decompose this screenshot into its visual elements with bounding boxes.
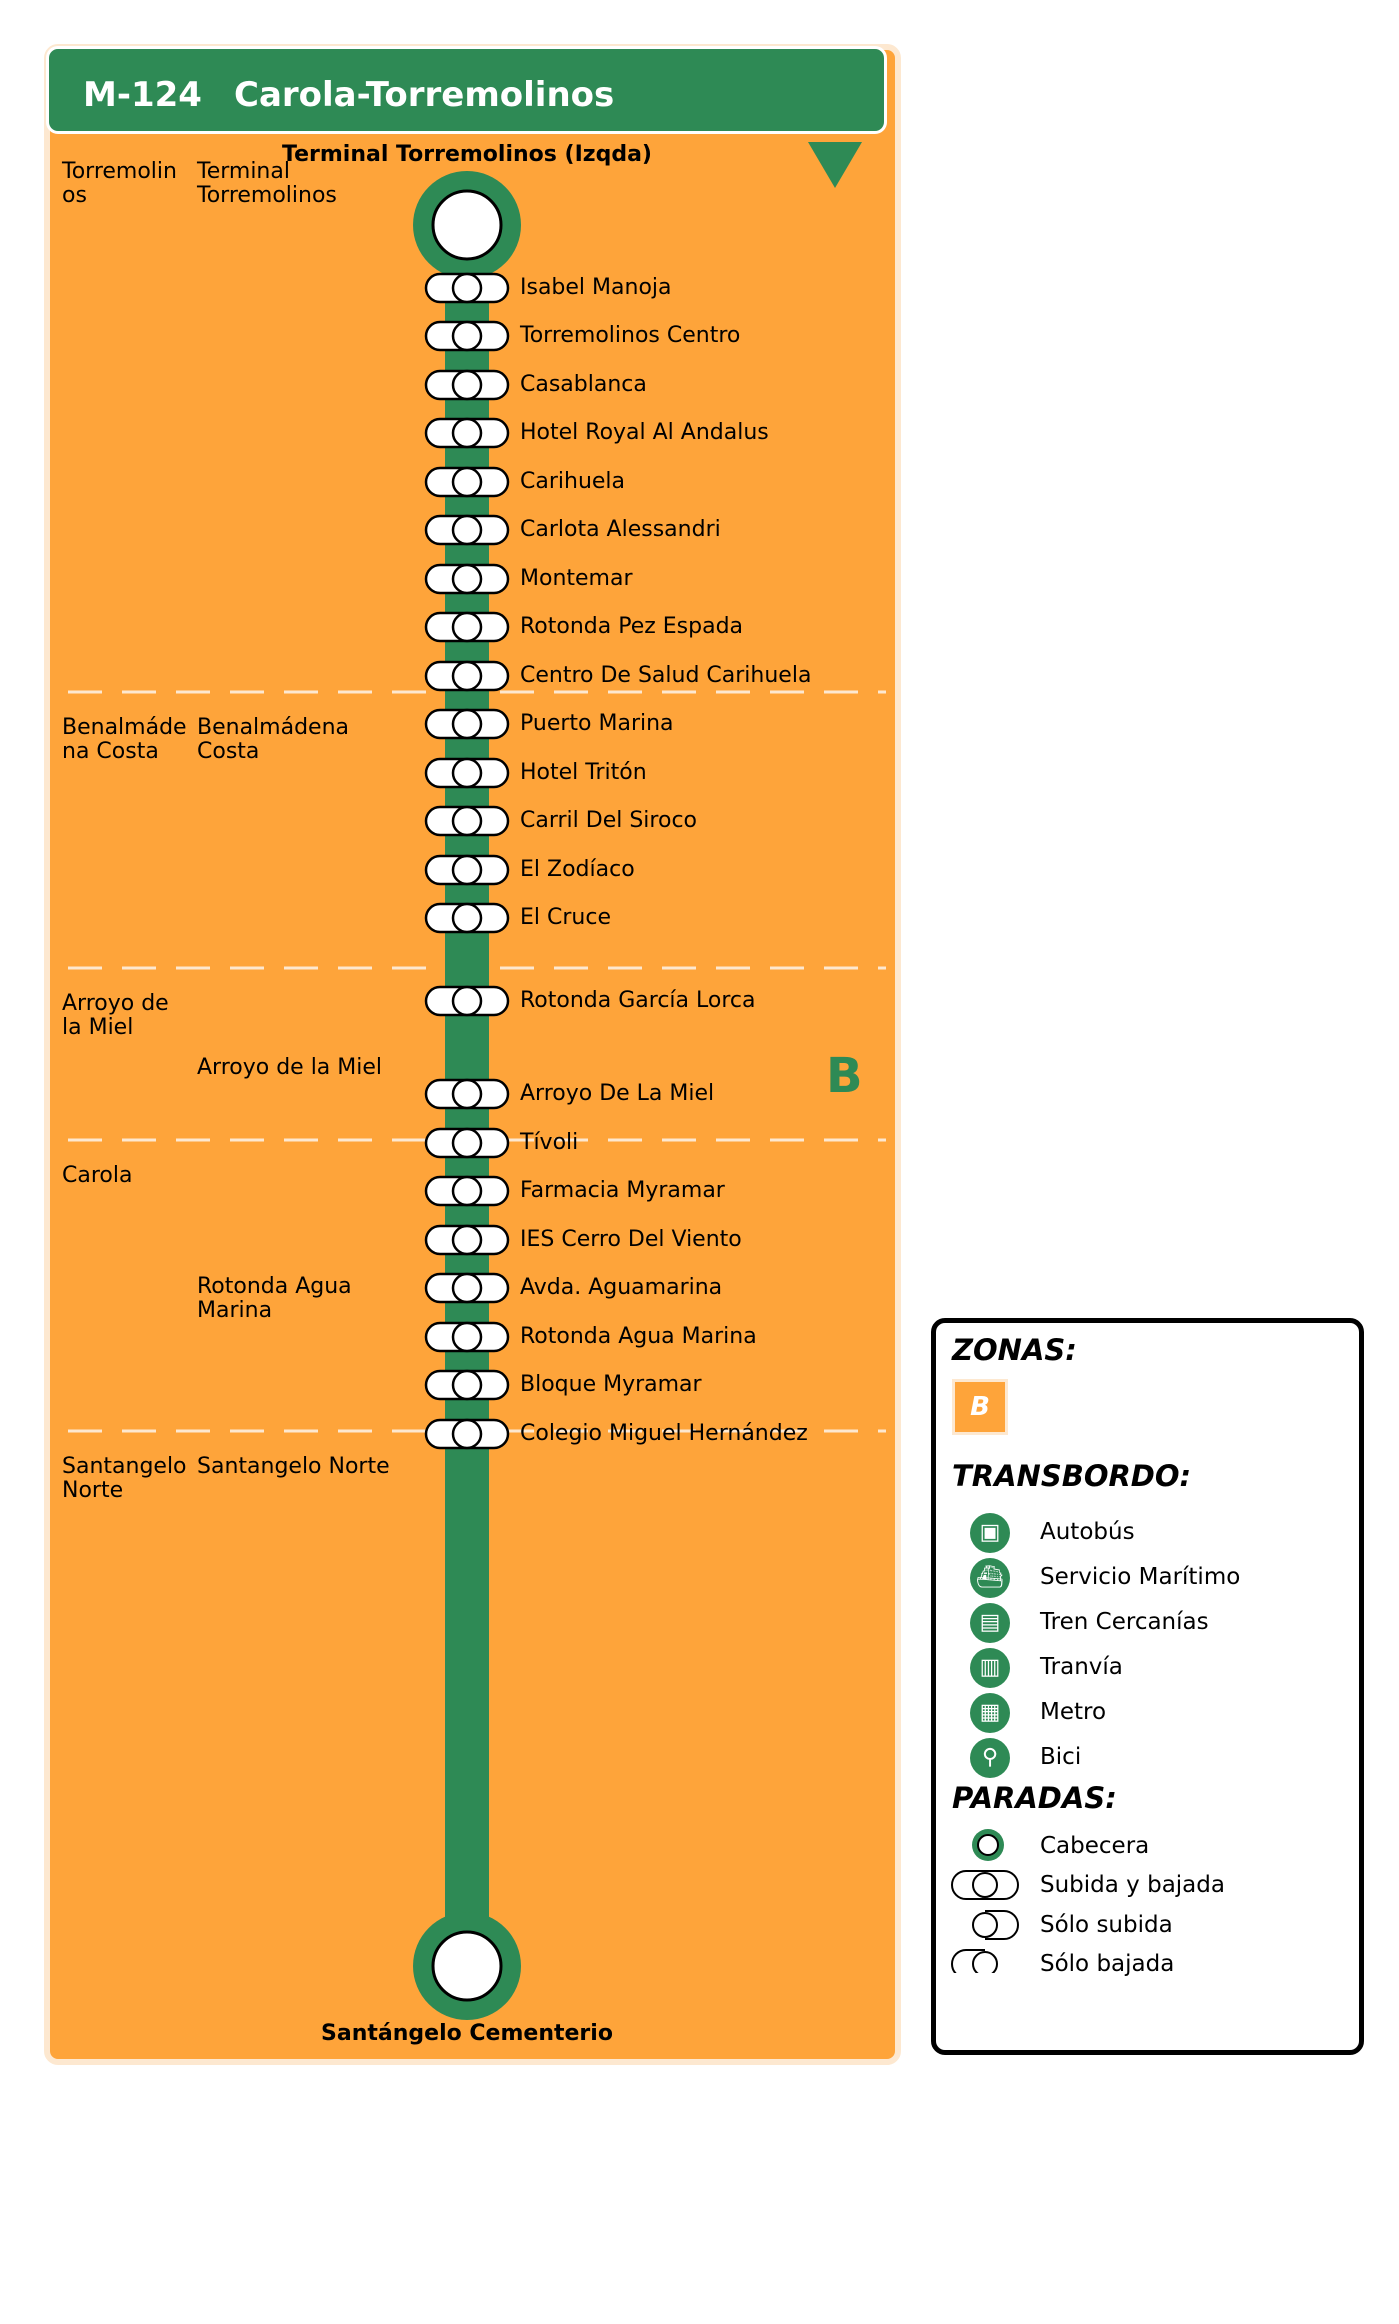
direction-arrow-icon [808,142,862,188]
stop-marker [426,516,508,544]
stop-name: El Zodíaco [520,857,635,882]
stop-marker [426,987,508,1015]
stop-name: Montemar [520,566,633,591]
terminal-end-name: Santángelo Cementerio [321,2021,613,2046]
legend-parada-label: Sólo bajada [1040,1951,1175,1977]
legend-transbordo-label: Bici [1040,1744,1082,1770]
legend-paradas-title: PARADAS: [952,1781,1117,1815]
tram-icon: ▥ [970,1648,1010,1688]
stop-name: Arroyo De La Miel [520,1081,715,1106]
nucleo-label: Rotonda Agua Marina [197,1274,352,1323]
stop-marker [426,371,508,399]
stop-name: Carihuela [520,469,626,494]
subida-bajada-symbol-icon [952,1871,1018,1899]
stop-name: Tívoli [520,1130,579,1155]
stop-marker [426,1226,508,1254]
stop-name: Farmacia Myramar [520,1178,725,1203]
stop-marker [426,807,508,835]
nucleo-label: Arroyo de la Miel [197,1055,383,1080]
stop-marker [426,274,508,302]
stop-marker [426,856,508,884]
line-name: Carola-Torremolinos [234,75,615,115]
terminal-start-name: Terminal Torremolinos (Izqda) [282,142,652,167]
stop-marker [426,613,508,641]
stop-name: Hotel Tritón [520,760,647,785]
stop-marker [426,419,508,447]
stop-name: Rotonda Agua Marina [520,1324,757,1349]
stop-marker [426,565,508,593]
stop-name: Carril Del Siroco [520,808,697,833]
legend-transbordo-title: TRANSBORDO: [952,1459,1192,1493]
stop-name: Rotonda Pez Espada [520,614,744,639]
stop-marker [426,1274,508,1302]
stop-marker [426,1371,508,1399]
stop-marker [426,759,508,787]
municipio-label: Carola [62,1163,133,1188]
legend-parada-label: Cabecera [1040,1833,1150,1859]
legend-stop-symbols [936,1823,1036,1973]
stop-marker [426,662,508,690]
legend-transbordo-label: Tren Cercanías [1040,1609,1209,1635]
terminal-start-marker [413,171,521,279]
nucleo-label: Santangelo Norte [197,1454,390,1479]
stop-name: Puerto Marina [520,711,674,736]
legend-zone-swatch: B [952,1379,1008,1435]
metro-icon: ▦ [970,1693,1010,1733]
stop-name: Isabel Manoja [520,275,672,300]
stop-marker [426,1129,508,1157]
stop-name: Casablanca [520,372,647,397]
stop-marker [426,1420,508,1448]
zone-letter: B [826,1048,863,1104]
stop-name: Carlota Alessandri [520,517,721,542]
nucleo-label: Benalmádena Costa [197,715,350,764]
bus-icon: ▣ [970,1513,1010,1553]
legend-zonas-title: ZONAS: [952,1333,1077,1367]
stop-name: Colegio Miguel Hernández [520,1421,808,1446]
municipio-label: Torremolin os [62,159,177,208]
train-icon: ▤ [970,1603,1010,1643]
stop-name: Bloque Myramar [520,1372,702,1397]
solo-bajada-symbol-icon [952,1950,997,1973]
cabecera-symbol-icon [972,1829,1004,1861]
nucleo-label: Terminal Torremolinos [197,159,337,208]
stop-name: Avda. Aguamarina [520,1275,723,1300]
legend-transbordo-label: Tranvía [1040,1654,1123,1680]
municipio-label: Arroyo de la Miel [62,991,169,1040]
stop-name: Centro De Salud Carihuela [520,663,812,688]
legend-parada-label: Subida y bajada [1040,1872,1225,1898]
legend-transbordo-label: Autobús [1040,1519,1135,1545]
stop-name: Hotel Royal Al Andalus [520,420,769,445]
bike-icon: ⚲ [970,1738,1010,1778]
stop-name: El Cruce [520,905,611,930]
ship-icon: ⛴ [970,1558,1010,1598]
municipio-label: Benalmáde na Costa [62,715,187,764]
municipio-label: Santangelo Norte [62,1454,187,1503]
stop-name: Rotonda García Lorca [520,988,756,1013]
legend-transbordo-label: Servicio Marítimo [1040,1564,1241,1590]
legend-parada-label: Sólo subida [1040,1912,1173,1938]
terminal-end-marker [413,1912,521,2020]
stop-marker [426,322,508,350]
stop-name: Torremolinos Centro [520,323,741,348]
solo-subida-symbol-icon [973,1911,1018,1939]
stop-marker [426,1080,508,1108]
stop-name: IES Cerro Del Viento [520,1227,742,1252]
stop-marker [426,1323,508,1351]
stop-marker [426,468,508,496]
stop-marker [426,710,508,738]
legend-box [931,1318,1364,2055]
stop-marker [426,1177,508,1205]
legend-transbordo-label: Metro [1040,1699,1107,1725]
line-code: M-124 [83,75,202,115]
stop-marker [426,904,508,932]
